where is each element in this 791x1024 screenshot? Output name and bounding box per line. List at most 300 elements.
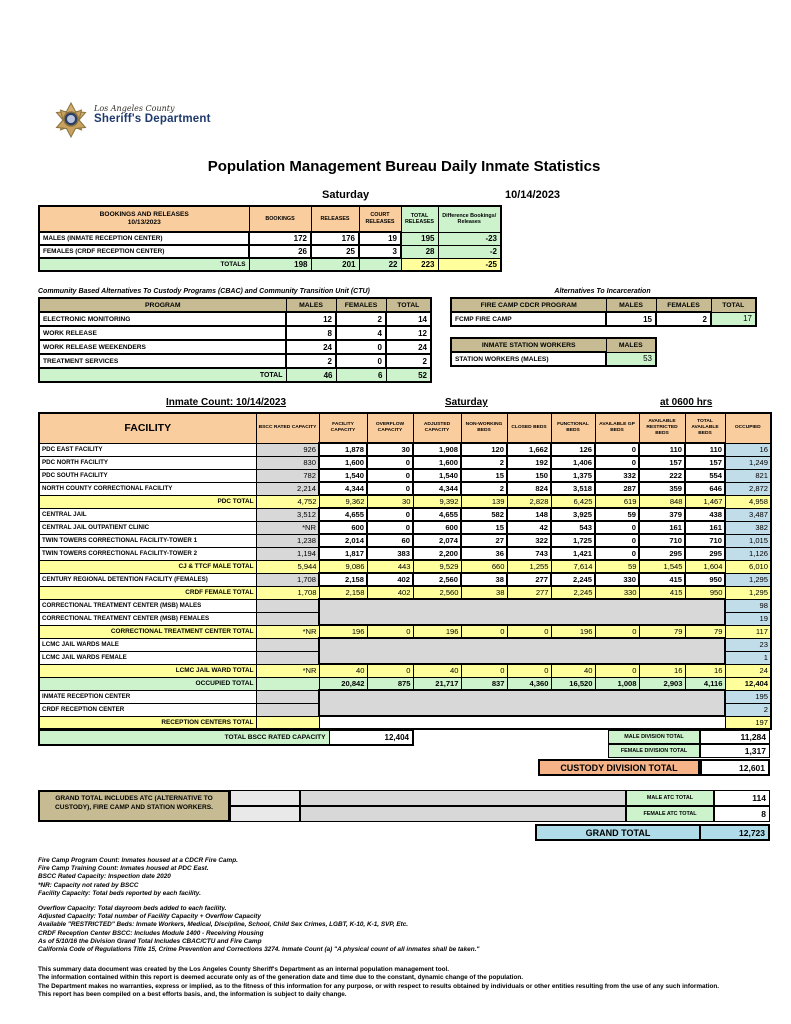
alternatives-block <box>450 288 755 383</box>
row-label: CRDF FEMALE TOTAL <box>39 586 256 599</box>
column-header: ADJUSTED CAPACITY <box>413 413 461 443</box>
cell: 277 <box>507 586 551 599</box>
cell: 38 <box>461 573 507 586</box>
table-row <box>39 508 771 521</box>
table-row <box>39 599 771 612</box>
cell: 875 <box>367 677 413 690</box>
cell <box>256 638 319 651</box>
cell: 743 <box>507 547 551 560</box>
column-header: BOOKINGS <box>249 206 311 232</box>
cell: 2,158 <box>319 586 367 599</box>
footnote-line: Fire Camp Program Count: Inmates housed at a CDCR Fire Camp. <box>38 857 238 864</box>
column-header: INMATE STATION WORKERS <box>451 338 606 352</box>
cell: 0 <box>595 534 639 547</box>
cell: 1,725 <box>551 534 595 547</box>
cell: 1,878 <box>319 443 367 456</box>
cell: 0 <box>367 469 413 482</box>
cell: 222 <box>639 469 685 482</box>
cell <box>256 651 319 664</box>
bookings-table-title <box>39 206 249 232</box>
row-label: MALES (INMATE RECEPTION CENTER) <box>39 232 249 245</box>
grand-total-note-line2: CUSTODY), FIRE CAMP AND STATION WORKERS. <box>55 803 213 811</box>
cell: 2,158 <box>319 573 367 586</box>
disclaimer-line: This report has been compiled on a best efforts basis, and, the information is subject to daily change. <box>38 991 347 999</box>
cell: 1,255 <box>507 560 551 573</box>
row-label: NORTH COUNTY CORRECTIONAL FACILITY <box>39 482 256 495</box>
footnote-line: Overflow Capacity: Total dayroom beds added to each facility. <box>38 904 227 912</box>
cell: 710 <box>685 534 725 547</box>
row-label: LCMC JAIL WARD TOTAL <box>39 664 256 677</box>
inmate-count-time: at 0600 hrs <box>660 397 713 408</box>
row-label: WORK RELEASE WEEKENDERS <box>39 340 286 354</box>
row-label: LCMC JAIL WARDS FEMALE <box>39 651 256 664</box>
org-department: Sheriff's Department <box>94 113 211 125</box>
cell: 1,406 <box>551 456 595 469</box>
column-header: PROGRAM <box>39 298 286 312</box>
table-row <box>39 232 501 245</box>
table-row <box>39 469 771 482</box>
cbac-block <box>38 288 432 383</box>
cell: 543 <box>551 521 595 534</box>
table-row <box>39 547 771 560</box>
cell: 1,708 <box>256 573 319 586</box>
table-row <box>39 443 771 456</box>
male-division-total-row <box>538 730 770 744</box>
cell: 16,520 <box>551 677 595 690</box>
cell: 110 <box>685 443 725 456</box>
cell: 25 <box>311 245 359 258</box>
cell: 30 <box>367 443 413 456</box>
cell: 619 <box>595 495 639 508</box>
cell: 660 <box>461 560 507 573</box>
cell: 60 <box>367 534 413 547</box>
cell: 1,600 <box>413 456 461 469</box>
mid-section <box>38 288 770 383</box>
cell: 198 <box>249 258 311 271</box>
table-row <box>39 573 771 586</box>
cell: 2,560 <box>413 586 461 599</box>
atc-rows <box>230 790 770 822</box>
cell: 19 <box>359 232 401 245</box>
sheriff-star-icon <box>54 100 88 140</box>
row-label: CORRECTIONAL TREATMENT CENTER TOTAL <box>39 625 256 638</box>
row-label: CJ & TTCF MALE TOTAL <box>39 560 256 573</box>
table-row <box>39 340 431 354</box>
cell <box>256 716 319 729</box>
cell: 1,817 <box>319 547 367 560</box>
atc-grand-total-section <box>38 790 770 822</box>
cell: 1,194 <box>256 547 319 560</box>
column-header: TOTAL RELEASES <box>401 206 438 232</box>
cell: 12,404 <box>725 677 771 690</box>
row-label: OCCUPIED TOTAL <box>39 677 256 690</box>
cell: 7,614 <box>551 560 595 573</box>
page-title: Population Management Bureau Daily Inmate Statistics <box>207 158 601 175</box>
grand-total-row <box>38 824 770 841</box>
cell: 196 <box>319 625 367 638</box>
cell: 0 <box>595 521 639 534</box>
cell: 332 <box>595 469 639 482</box>
cell: 12 <box>286 312 336 326</box>
male-atc-row <box>230 790 770 806</box>
station-workers-table <box>450 337 657 367</box>
report-day: Saturday <box>322 189 370 201</box>
female-division-total-row <box>538 744 770 758</box>
cell: 4,958 <box>725 495 771 508</box>
cell: 2 <box>725 703 771 716</box>
cell: 646 <box>685 482 725 495</box>
cell: 139 <box>461 495 507 508</box>
cell: 38 <box>461 586 507 599</box>
cell: 0 <box>461 664 507 677</box>
disclaimer-line: The information contained within this report is deemed accurate only as of the generation date and time due to the constant, dynamic change of the population. <box>38 974 524 982</box>
cell: 14 <box>386 312 431 326</box>
cell: 0 <box>336 340 386 354</box>
male-division-total-value: 11,284 <box>700 730 770 744</box>
cell: 9,362 <box>319 495 367 508</box>
cell: 837 <box>461 677 507 690</box>
inmate-count-day: Saturday <box>445 397 488 408</box>
cell: 9,392 <box>413 495 461 508</box>
cell: 1,238 <box>256 534 319 547</box>
footnote-line: California Code of Regulations Title 15, Crime Prevention and Corrections 3274. Inmate Count (a) "A physical count of all inmates shall be taken." <box>38 945 480 953</box>
cell: 582 <box>461 508 507 521</box>
bookings-title-line1: BOOKINGS AND RELEASES <box>99 210 189 218</box>
cell: 223 <box>401 258 438 271</box>
cell: 2,903 <box>639 677 685 690</box>
cell <box>319 638 725 664</box>
column-header: COURT RELEASES <box>359 206 401 232</box>
table-header-row <box>451 338 656 352</box>
cell: 0 <box>595 625 639 638</box>
cell: 6,010 <box>725 560 771 573</box>
row-label: TOTAL BSCC RATED CAPACITY <box>39 731 329 745</box>
row-label: CENTURY REGIONAL DETENTION FACILITY (FEMALES) <box>39 573 256 586</box>
row-label: WORK RELEASE <box>39 326 286 340</box>
cell: 16 <box>639 664 685 677</box>
cell <box>256 677 319 690</box>
cell: 26 <box>249 245 311 258</box>
cell: 22 <box>359 258 401 271</box>
cell: 150 <box>507 469 551 482</box>
cell: 1,708 <box>256 586 319 599</box>
row-label: TWIN TOWERS CORRECTIONAL FACILITY-TOWER 2 <box>39 547 256 560</box>
column-header: TOTAL AVAILABLE BEDS <box>685 413 725 443</box>
footnote-line: Facility Capacity: Total beds reported by each facility. <box>38 889 201 897</box>
row-label: TOTAL <box>39 368 286 382</box>
row-label: CENTRAL JAIL OUTPATIENT CLINIC <box>39 521 256 534</box>
row-label: INMATE RECEPTION CENTER <box>39 690 256 703</box>
cell <box>319 690 725 716</box>
cell: 24 <box>286 340 336 354</box>
cell: 382 <box>725 521 771 534</box>
row-label: PDC SOUTH FACILITY <box>39 469 256 482</box>
cell: 1,295 <box>725 573 771 586</box>
cell: 40 <box>319 664 367 677</box>
cell: 42 <box>507 521 551 534</box>
cell: 821 <box>725 469 771 482</box>
logo-text <box>94 100 211 125</box>
table-row <box>39 586 771 599</box>
table-row <box>39 677 771 690</box>
cell: 4,116 <box>685 677 725 690</box>
cell: 824 <box>507 482 551 495</box>
cell: 6,425 <box>551 495 595 508</box>
sheriff-logo <box>54 100 770 144</box>
footnotes <box>38 857 770 954</box>
cell: 30 <box>367 495 413 508</box>
cell: 197 <box>725 716 771 729</box>
cell: 1,540 <box>413 469 461 482</box>
cell: 3,512 <box>256 508 319 521</box>
column-header: OCCUPIED <box>725 413 771 443</box>
cell: 2 <box>386 354 431 368</box>
column-header: TOTAL <box>711 298 756 312</box>
cell: 1,467 <box>685 495 725 508</box>
cell: 379 <box>639 508 685 521</box>
cell: 120 <box>461 443 507 456</box>
cell: 0 <box>367 456 413 469</box>
column-header: AVAILABLE GP BEDS <box>595 413 639 443</box>
grand-total-note-line1: GRAND TOTAL INCLUDES ATC (ALTERNATIVE TO <box>55 795 213 802</box>
column-header: BSCC RATED CAPACITY <box>256 413 319 443</box>
cell: 157 <box>685 456 725 469</box>
cell: 287 <box>595 482 639 495</box>
cell: 195 <box>725 690 771 703</box>
cell: 195 <box>401 232 438 245</box>
cell: 21,717 <box>413 677 461 690</box>
cell: 196 <box>413 625 461 638</box>
cell: 295 <box>639 547 685 560</box>
cell: -23 <box>438 232 501 245</box>
cell: 15 <box>461 469 507 482</box>
spacer-cell <box>300 790 626 806</box>
column-header: MALES <box>606 338 656 352</box>
cell: 172 <box>249 232 311 245</box>
row-label: TOTALS <box>39 258 249 271</box>
cell: 2,828 <box>507 495 551 508</box>
cell: 438 <box>685 508 725 521</box>
cell: 1,662 <box>507 443 551 456</box>
column-header: RELEASES <box>311 206 359 232</box>
cell: 176 <box>311 232 359 245</box>
cell: *NR <box>256 664 319 677</box>
cell: 1 <box>725 651 771 664</box>
cell: 59 <box>595 508 639 521</box>
cell: 8 <box>286 326 336 340</box>
cell: 79 <box>685 625 725 638</box>
table-row <box>39 245 501 258</box>
column-header: AVAILABLE RESTRICTED BEDS <box>639 413 685 443</box>
cbac-title: Community Based Alternatives To Custody Programs (CBAC) and Community Transition Unit (CTU) <box>38 288 370 295</box>
cell: 4,655 <box>413 508 461 521</box>
footnote-line: Fire Camp Training Count: Inmates housed at PDC East. <box>38 865 209 873</box>
cell: 16 <box>685 664 725 677</box>
table-header-row <box>451 298 756 312</box>
row-label: CENTRAL JAIL <box>39 508 256 521</box>
cell: 0 <box>367 508 413 521</box>
female-division-total-value: 1,317 <box>700 744 770 758</box>
cell: 1,545 <box>639 560 685 573</box>
column-header: FUNCTIONAL BEDS <box>551 413 595 443</box>
cell: 1,249 <box>725 456 771 469</box>
cell: 2 <box>336 312 386 326</box>
cell <box>319 599 725 625</box>
cell: 148 <box>507 508 551 521</box>
bookings-title-line2: 10/13/2023 <box>127 219 161 226</box>
cell: 0 <box>367 664 413 677</box>
disclaimer-line: The Department makes no warranties, express or implied, as to the fitness of this information for any purpose, or with respect to results obtained by individuals or other entities resulting from the use of any such information. <box>38 982 720 990</box>
row-label: PDC NORTH FACILITY <box>39 456 256 469</box>
cell: 3,518 <box>551 482 595 495</box>
cell: 16 <box>725 443 771 456</box>
cell: 52 <box>386 368 431 382</box>
cell: 0 <box>336 354 386 368</box>
cell: 40 <box>551 664 595 677</box>
bscc-total-table <box>38 730 414 746</box>
footnote-group-1 <box>38 857 770 898</box>
row-label: ELECTRONIC MONITORING <box>39 312 286 326</box>
cell: 3,925 <box>551 508 595 521</box>
row-label: STATION WORKERS (MALES) <box>451 352 606 366</box>
cell: 161 <box>685 521 725 534</box>
cell: 1,375 <box>551 469 595 482</box>
cell: 20,842 <box>319 677 367 690</box>
cell: 926 <box>256 443 319 456</box>
female-division-total-label: FEMALE DIVISION TOTAL <box>608 744 700 758</box>
cell <box>256 703 319 716</box>
cell: 950 <box>685 573 725 586</box>
cell: 27 <box>461 534 507 547</box>
cell: 3 <box>359 245 401 258</box>
facility-table-caption <box>38 397 770 412</box>
table-row <box>39 625 771 638</box>
table-row <box>39 534 771 547</box>
table-row <box>39 731 413 745</box>
cell: 117 <box>725 625 771 638</box>
table-row <box>39 326 431 340</box>
cell: -25 <box>438 258 501 271</box>
cell: 1,604 <box>685 560 725 573</box>
cell: 2 <box>656 312 711 326</box>
cell: 2,074 <box>413 534 461 547</box>
column-header: MALES <box>286 298 336 312</box>
cell: 12,404 <box>329 731 413 745</box>
cell: 402 <box>367 586 413 599</box>
table-row <box>39 716 771 729</box>
cell: 0 <box>367 482 413 495</box>
cell: 359 <box>639 482 685 495</box>
cell: 46 <box>286 368 336 382</box>
cell: -2 <box>438 245 501 258</box>
cell: 710 <box>639 534 685 547</box>
custody-division-total-value: 12,601 <box>700 759 770 776</box>
cell: 330 <box>595 586 639 599</box>
footnote-line: As of 5/10/16 the Division Grand Total Includes CBAC/CTU and Fire Camp <box>38 937 262 945</box>
cell: 28 <box>401 245 438 258</box>
cell: 3,487 <box>725 508 771 521</box>
cell: 1,015 <box>725 534 771 547</box>
cell: 2,872 <box>725 482 771 495</box>
row-label: FEMALES (CRDF RECEPTION CENTER) <box>39 245 249 258</box>
report-date: 10/14/2023 <box>505 189 561 201</box>
cell: 383 <box>367 547 413 560</box>
report-date-row <box>38 189 770 205</box>
totals-row <box>39 258 501 271</box>
cell: 4,344 <box>319 482 367 495</box>
column-header: FACILITY <box>39 413 256 443</box>
cell: 1,126 <box>725 547 771 560</box>
spacer-cell <box>230 790 300 806</box>
cell: 2,200 <box>413 547 461 560</box>
cell: 192 <box>507 456 551 469</box>
row-label: TREATMENT SERVICES <box>39 354 286 368</box>
cell: 0 <box>595 547 639 560</box>
row-label: CRDF RECEPTION CENTER <box>39 703 256 716</box>
cell: 443 <box>367 560 413 573</box>
row-label: TWIN TOWERS CORRECTIONAL FACILITY-TOWER 1 <box>39 534 256 547</box>
cbac-table <box>38 297 432 383</box>
cell: 40 <box>413 664 461 677</box>
cell: 5,944 <box>256 560 319 573</box>
row-label: PDC EAST FACILITY <box>39 443 256 456</box>
cell: 295 <box>685 547 725 560</box>
row-label: LCMC JAIL WARDS MALE <box>39 638 256 651</box>
row-label: RECEPTION CENTERS TOTAL <box>39 716 256 729</box>
cell: 126 <box>551 443 595 456</box>
cell: 0 <box>595 664 639 677</box>
table-row <box>39 690 771 703</box>
table-row <box>39 482 771 495</box>
cell: 600 <box>413 521 461 534</box>
cell: 98 <box>725 599 771 612</box>
cell: 600 <box>319 521 367 534</box>
column-header: OVERFLOW CAPACITY <box>367 413 413 443</box>
grand-total-label: GRAND TOTAL <box>535 824 701 841</box>
cell: 12 <box>386 326 431 340</box>
cell: 415 <box>639 586 685 599</box>
cell: 1,295 <box>725 586 771 599</box>
cell: 19 <box>725 612 771 625</box>
footnote-line: CRDF Reception Center BSCC: Includes Module 1400 - Receiving Housing <box>38 929 264 937</box>
cell: 4,752 <box>256 495 319 508</box>
totals-summary-row <box>38 730 770 776</box>
table-row <box>451 312 756 326</box>
cell: 0 <box>595 456 639 469</box>
row-label: PDC TOTAL <box>39 495 256 508</box>
column-header: NON-WORKING BEDS <box>461 413 507 443</box>
masthead <box>38 100 770 205</box>
cell: 1,421 <box>551 547 595 560</box>
column-header: FIRE CAMP CDCR PROGRAM <box>451 298 606 312</box>
column-header: FEMALES <box>336 298 386 312</box>
cell: 554 <box>685 469 725 482</box>
cell: 17 <box>711 312 756 326</box>
custody-division-total-label: CUSTODY DIVISION TOTAL <box>538 759 700 776</box>
table-row <box>451 352 656 366</box>
cell: 415 <box>639 573 685 586</box>
male-division-total-label: MALE DIVISION TOTAL <box>608 730 700 744</box>
cell: 848 <box>639 495 685 508</box>
cell: 9,529 <box>413 560 461 573</box>
male-atc-total-label: MALE ATC TOTAL <box>626 790 714 806</box>
column-header: Difference Bookings/ Releases <box>438 206 501 232</box>
cell: 2,014 <box>319 534 367 547</box>
cell: 330 <box>595 573 639 586</box>
cell: 157 <box>639 456 685 469</box>
table-row <box>39 560 771 573</box>
inmate-count-label: Inmate Count: 10/14/2023 <box>166 397 287 408</box>
